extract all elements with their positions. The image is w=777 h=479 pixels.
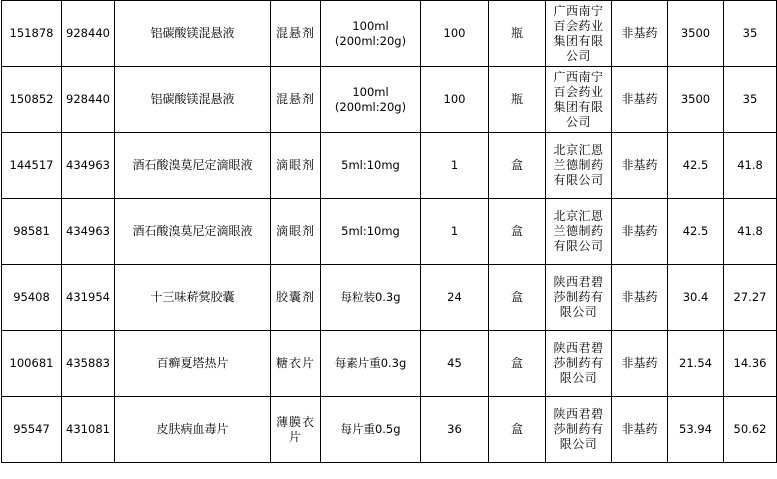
drug-code-cell: 431954: [62, 265, 115, 331]
category-cell: 非基药: [612, 133, 668, 199]
price-cell: 3500: [668, 1, 724, 67]
manufacturer-cell: 陕西君碧莎制药有限公司: [546, 397, 612, 463]
table-row: [2, 133, 777, 199]
specification-cell: 每粒装0.3g: [321, 265, 421, 331]
specification-cell: 5ml:10mg: [321, 133, 421, 199]
category-cell: 非基药: [612, 265, 668, 331]
price-cell: 42.5: [668, 199, 724, 265]
unit-cell: 瓶: [489, 1, 546, 67]
dosage-form-cell: 滴眼剂: [271, 199, 321, 265]
specification-cell: 100ml (200ml:20g): [321, 1, 421, 67]
table-row: [2, 1, 777, 67]
table-row: [2, 67, 777, 133]
bid-price-cell: 35: [724, 67, 777, 133]
record-id-cell: 98581: [2, 199, 62, 265]
package-quantity-cell: 1: [421, 199, 489, 265]
dosage-form-cell: 薄膜衣片: [271, 397, 321, 463]
unit-cell: 盒: [489, 397, 546, 463]
drug-name-cell: 铝碳酸镁混悬液: [115, 1, 271, 67]
drug-name-cell: 十三味菥蓂胶囊: [115, 265, 271, 331]
table-body: [2, 1, 777, 463]
bid-price-cell: 14.36: [724, 331, 777, 397]
table-row: [2, 397, 777, 463]
dosage-form-cell: 胶囊剂: [271, 265, 321, 331]
unit-cell: 盒: [489, 199, 546, 265]
manufacturer-cell: 北京汇恩兰德制药有限公司: [546, 199, 612, 265]
specification-cell: 5ml:10mg: [321, 199, 421, 265]
bid-price-cell: 41.8: [724, 133, 777, 199]
package-quantity-cell: 24: [421, 265, 489, 331]
drug-code-cell: 434963: [62, 133, 115, 199]
drug-code-cell: 431081: [62, 397, 115, 463]
record-id-cell: 150852: [2, 67, 62, 133]
bid-price-cell: 50.62: [724, 397, 777, 463]
bid-price-cell: 41.8: [724, 199, 777, 265]
dosage-form-cell: 滴眼剂: [271, 133, 321, 199]
price-cell: 53.94: [668, 397, 724, 463]
package-quantity-cell: 36: [421, 397, 489, 463]
price-cell: 3500: [668, 67, 724, 133]
package-quantity-cell: 1: [421, 133, 489, 199]
package-quantity-cell: 100: [421, 1, 489, 67]
manufacturer-cell: 陕西君碧莎制药有限公司: [546, 331, 612, 397]
category-cell: 非基药: [612, 67, 668, 133]
bid-price-cell: 35: [724, 1, 777, 67]
price-cell: 42.5: [668, 133, 724, 199]
drug-price-table: [1, 0, 777, 463]
manufacturer-cell: 广西南宁百会药业集团有限公司: [546, 1, 612, 67]
specification-cell: 每素片重0.3g: [321, 331, 421, 397]
unit-cell: 盒: [489, 331, 546, 397]
record-id-cell: 144517: [2, 133, 62, 199]
package-quantity-cell: 100: [421, 67, 489, 133]
drug-code-cell: 435883: [62, 331, 115, 397]
package-quantity-cell: 45: [421, 331, 489, 397]
category-cell: 非基药: [612, 397, 668, 463]
drug-code-cell: 928440: [62, 67, 115, 133]
category-cell: 非基药: [612, 1, 668, 67]
specification-cell: 每片重0.5g: [321, 397, 421, 463]
unit-cell: 盒: [489, 265, 546, 331]
drug-name-cell: 铝碳酸镁混悬液: [115, 67, 271, 133]
price-cell: 30.4: [668, 265, 724, 331]
unit-cell: 瓶: [489, 67, 546, 133]
table-row: [2, 199, 777, 265]
record-id-cell: 95408: [2, 265, 62, 331]
table-row: [2, 331, 777, 397]
drug-name-cell: 酒石酸溴莫尼定滴眼液: [115, 199, 271, 265]
category-cell: 非基药: [612, 331, 668, 397]
drug-name-cell: 皮肤病血毒片: [115, 397, 271, 463]
manufacturer-cell: 陕西君碧莎制药有限公司: [546, 265, 612, 331]
specification-cell: 100ml (200ml:20g): [321, 67, 421, 133]
price-cell: 21.54: [668, 331, 724, 397]
table-row: [2, 265, 777, 331]
drug-code-cell: 928440: [62, 1, 115, 67]
dosage-form-cell: 糖衣片: [271, 331, 321, 397]
dosage-form-cell: 混悬剂: [271, 67, 321, 133]
record-id-cell: 95547: [2, 397, 62, 463]
drug-name-cell: 酒石酸溴莫尼定滴眼液: [115, 133, 271, 199]
manufacturer-cell: 北京汇恩兰德制药有限公司: [546, 133, 612, 199]
category-cell: 非基药: [612, 199, 668, 265]
drug-code-cell: 434963: [62, 199, 115, 265]
unit-cell: 盒: [489, 133, 546, 199]
drug-name-cell: 百癣夏塔热片: [115, 331, 271, 397]
manufacturer-cell: 广西南宁百会药业集团有限公司: [546, 67, 612, 133]
bid-price-cell: 27.27: [724, 265, 777, 331]
dosage-form-cell: 混悬剂: [271, 1, 321, 67]
record-id-cell: 100681: [2, 331, 62, 397]
record-id-cell: 151878: [2, 1, 62, 67]
